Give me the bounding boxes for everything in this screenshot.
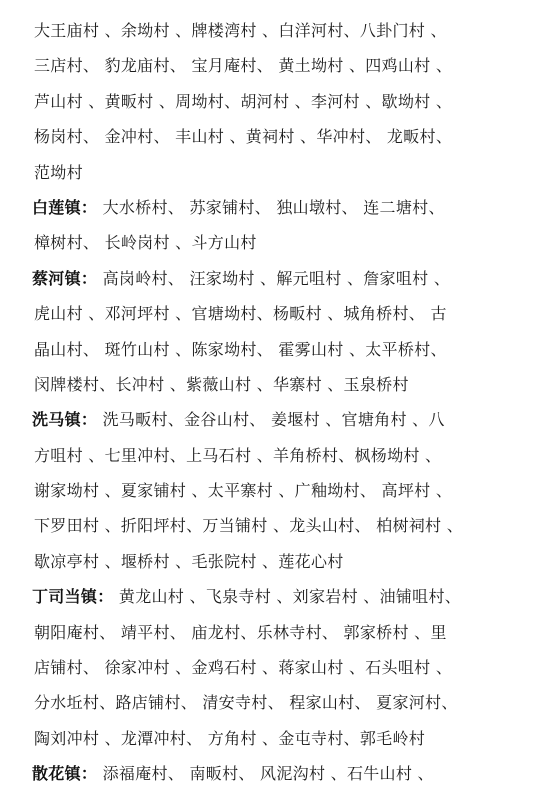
text-line <box>0 473 536 508</box>
line-text: 歇凉亭村 、堰桥村 、毛张院村 、莲花心村 <box>34 551 344 571</box>
line-text: 洗马畈村、金谷山村、 姜堰村 、官塘角村 、八 <box>97 410 445 430</box>
town-line-content <box>32 579 461 614</box>
town-line-content <box>32 261 450 296</box>
line-text: 虎山村 、邓河坪村 、官塘坳村、杨畈村 、城角桥村、 古 <box>34 304 447 324</box>
town-name: 洗马镇： <box>32 410 98 430</box>
text-line <box>0 544 536 579</box>
town-name: 丁司当镇： <box>32 587 114 607</box>
text-line <box>0 438 536 473</box>
text-line <box>0 685 536 720</box>
text-line <box>0 721 536 756</box>
line-text: 芦山村 、黄畈村 、周坳村、胡河村 、李河村 、歇坳村 、 <box>34 91 453 111</box>
line-text: 谢家坳村 、夏家铺村 、太平寨村 、广釉坳村、 高坪村 、 <box>34 481 453 501</box>
line-text: 添福庵村、 南畈村、 风泥沟村 、石牛山村 、 <box>97 764 434 784</box>
line-text: 大水桥村、 苏家铺村、 独山墩村、 连二塘村、 <box>97 197 445 217</box>
line-text: 晶山村、 斑竹山村 、陈家坳村、 霍雾山村 、太平桥村、 <box>34 339 447 359</box>
town-line-content <box>32 756 434 791</box>
text-line <box>0 84 536 119</box>
line-text: 方咀村 、七里冲村、上马石村 、羊角桥村、枫杨坳村 、 <box>34 445 442 465</box>
text-line <box>0 332 536 367</box>
line-text: 分水坵村、路店铺村、 清安寺村、 程家山村、 夏家河村、 <box>34 693 458 713</box>
text-line <box>0 650 536 685</box>
line-text: 店铺村、 徐家冲村 、金鸡石村 、蒋家山村 、石头咀村 、 <box>34 658 453 678</box>
line-text: 陶刘冲村 、龙潭冲村、 方角村 、金屯寺村、郭毛岭村 <box>34 728 426 748</box>
text-line <box>0 155 536 190</box>
text-line <box>0 119 536 154</box>
town-line <box>0 261 536 296</box>
text-line <box>0 296 536 331</box>
line-text: 樟树村、 长岭岗村 、斗方山村 <box>34 233 257 253</box>
town-line <box>0 190 536 225</box>
town-line <box>0 756 536 791</box>
text-line <box>0 48 536 83</box>
town-line <box>0 579 536 614</box>
town-line-content <box>32 190 445 225</box>
text-line <box>0 615 536 650</box>
town-name: 白莲镇： <box>32 197 98 217</box>
line-text: 下罗田村 、折阳坪村、万当铺村 、龙头山村、 柏树祠村 、 <box>34 516 464 536</box>
line-text: 高岗岭村、 汪家坳村 、解元咀村 、詹家咀村 、 <box>97 268 451 288</box>
text-line <box>0 367 536 402</box>
line-text: 杨岗村、 金冲村、 丰山村 、黄祠村 、华冲村、 龙畈村、 <box>34 127 453 147</box>
town-name: 蔡河镇： <box>32 268 98 288</box>
line-text: 大王庙村 、余坳村 、牌楼湾村 、白洋河村、八卦门村 、 <box>34 21 447 40</box>
line-text: 朝阳庵村、 靖平村、 庙龙村、乐林寺村、 郭家桥村 、里 <box>34 622 447 642</box>
text-line <box>0 13 536 48</box>
line-text: 范坳村 <box>34 162 83 182</box>
text-line <box>0 508 536 543</box>
line-text: 黄龙山村 、飞泉寺村 、刘家岩村 、油铺咀村、 <box>113 587 462 607</box>
town-name: 散花镇： <box>32 764 98 784</box>
line-text: 闵牌楼村、长冲村 、紫薇山村 、华寨村 、玉泉桥村 <box>34 374 409 394</box>
text-line <box>0 225 536 260</box>
town-line-content <box>32 402 445 437</box>
town-line <box>0 402 536 437</box>
line-text: 三店村、 豹龙庙村、 宝月庵村、 黄土坳村 、四鸡山村 、 <box>34 56 453 76</box>
